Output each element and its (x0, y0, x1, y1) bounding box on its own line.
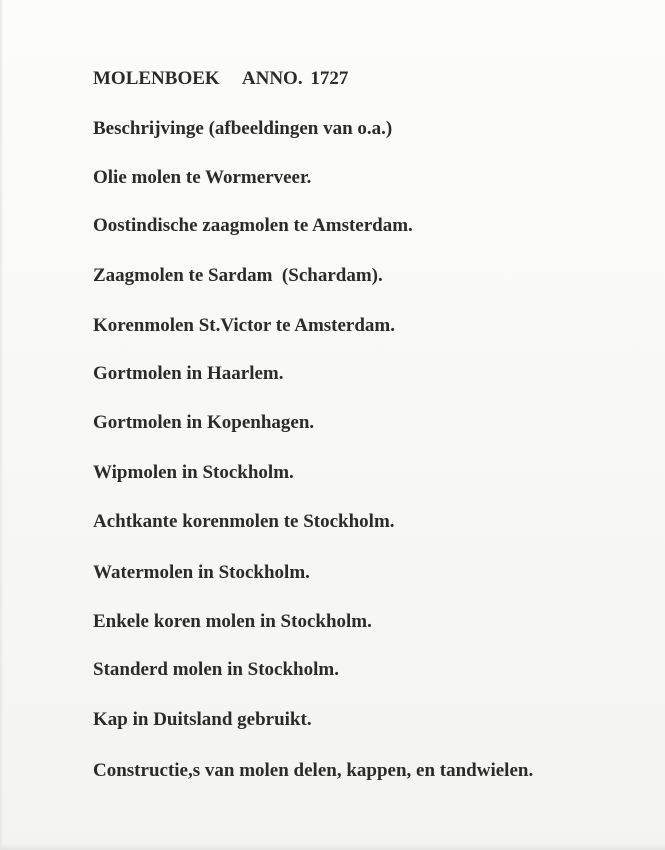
text-line-korenmolen-st-victor: Korenmolen St.Victor te Amsterdam. (93, 315, 396, 336)
text-line-kap-duitsland: Kap in Duitsland gebruikt. (93, 709, 312, 730)
text-line-gortmolen-haarlem: Gortmolen in Haarlem. (93, 363, 284, 384)
text-line-achtkante-korenmolen: Achtkante korenmolen te Stockholm. (93, 511, 395, 532)
text-line-zaagmolen-sardam: Zaagmolen te Sardam (Schardam). (93, 265, 383, 286)
text-line-gortmolen-kopenhagen: Gortmolen in Kopenhagen. (93, 412, 315, 433)
text-line-olie-molen: Olie molen te Wormerveer. (93, 167, 312, 188)
text-line-standerd-molen: Standerd molen in Stockholm. (93, 659, 339, 680)
text-line-watermolen: Watermolen in Stockholm. (93, 562, 310, 583)
page-bottom-shadow (0, 844, 665, 850)
page-edge-shadow (0, 0, 3, 850)
text-line-wipmolen: Wipmolen in Stockholm. (93, 462, 294, 483)
text-line-constructies: Constructie,s van molen delen, kappen, en tandwielen. (93, 760, 534, 781)
text-line-enkele-koren-molen: Enkele koren molen in Stockholm. (93, 611, 372, 632)
text-line-oostindische-zaagmolen: Oostindische zaagmolen te Amsterdam. (93, 215, 413, 236)
text-line-beschrijvinge: Beschrijvinge (afbeeldingen van o.a.) (93, 118, 393, 139)
document-title: MOLENBOEK ANNO. 1727 (93, 68, 349, 89)
